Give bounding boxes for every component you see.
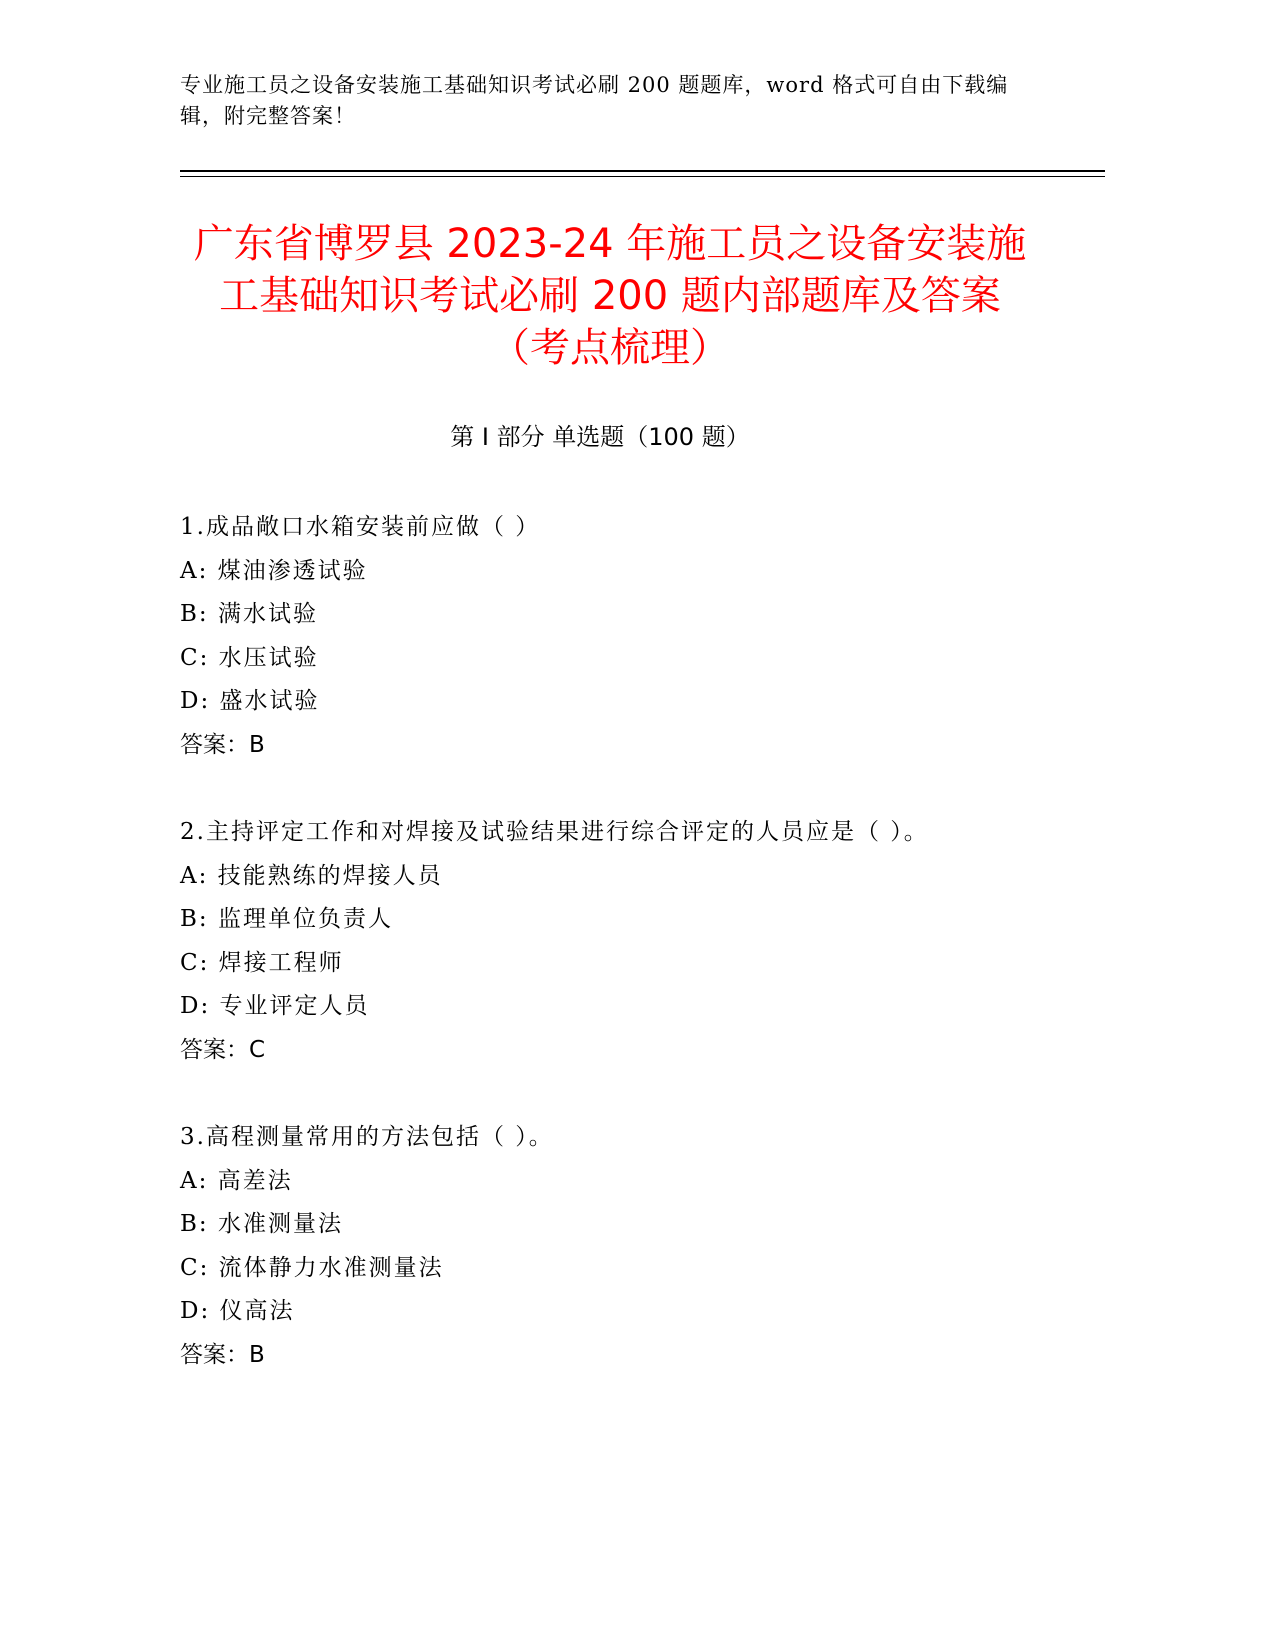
question-stem: 2.主持评定工作和对焊接及试验结果进行综合评定的人员应是（ ）。 [180,819,929,845]
question-3 [180,1116,1110,1378]
option-b: B: 满水试验 [180,601,318,628]
option-c: C: 水压试验 [180,644,319,671]
option-d: D: 盛水试验 [180,688,320,715]
document-title: 广东省博罗县 2023-24 年施工员之设备安装施工基础知识考试必刷 200 题内部题库及答案（考点梳理） [193,221,1027,371]
option-a: A: 高差法 [180,1167,293,1194]
header-rule-thick [180,170,1105,172]
option-a: A: 技能熟练的焊接人员 [180,862,443,889]
option-c: C: 流体静力水准测量法 [180,1254,444,1281]
option-c: C: 焊接工程师 [180,949,344,976]
question-stem: 1.成品敞口水箱安装前应做（ ） [180,514,541,540]
question-stem: 3.高程测量常用的方法包括（ ）。 [180,1124,554,1150]
option-a: A: 煤油渗透试验 [180,557,368,584]
option-b: B: 水准测量法 [180,1211,343,1238]
option-d: D: 专业评定人员 [180,993,370,1020]
answer: 答案：B [180,1341,265,1368]
option-d: D: 仪高法 [180,1298,295,1325]
section-heading: 第 I 部分 单选题（100 题） [450,423,750,451]
header-note: 专业施工员之设备安装施工基础知识考试必刷 200 题题库，word 格式可自由下载编辑，附完整答案！ [180,73,1009,128]
answer: 答案：C [180,1036,266,1063]
option-b: B: 监理单位负责人 [180,906,393,933]
header-rule-thin [180,176,1105,177]
question-1 [180,506,1110,768]
question-2 [180,811,1110,1073]
answer: 答案：B [180,731,265,758]
